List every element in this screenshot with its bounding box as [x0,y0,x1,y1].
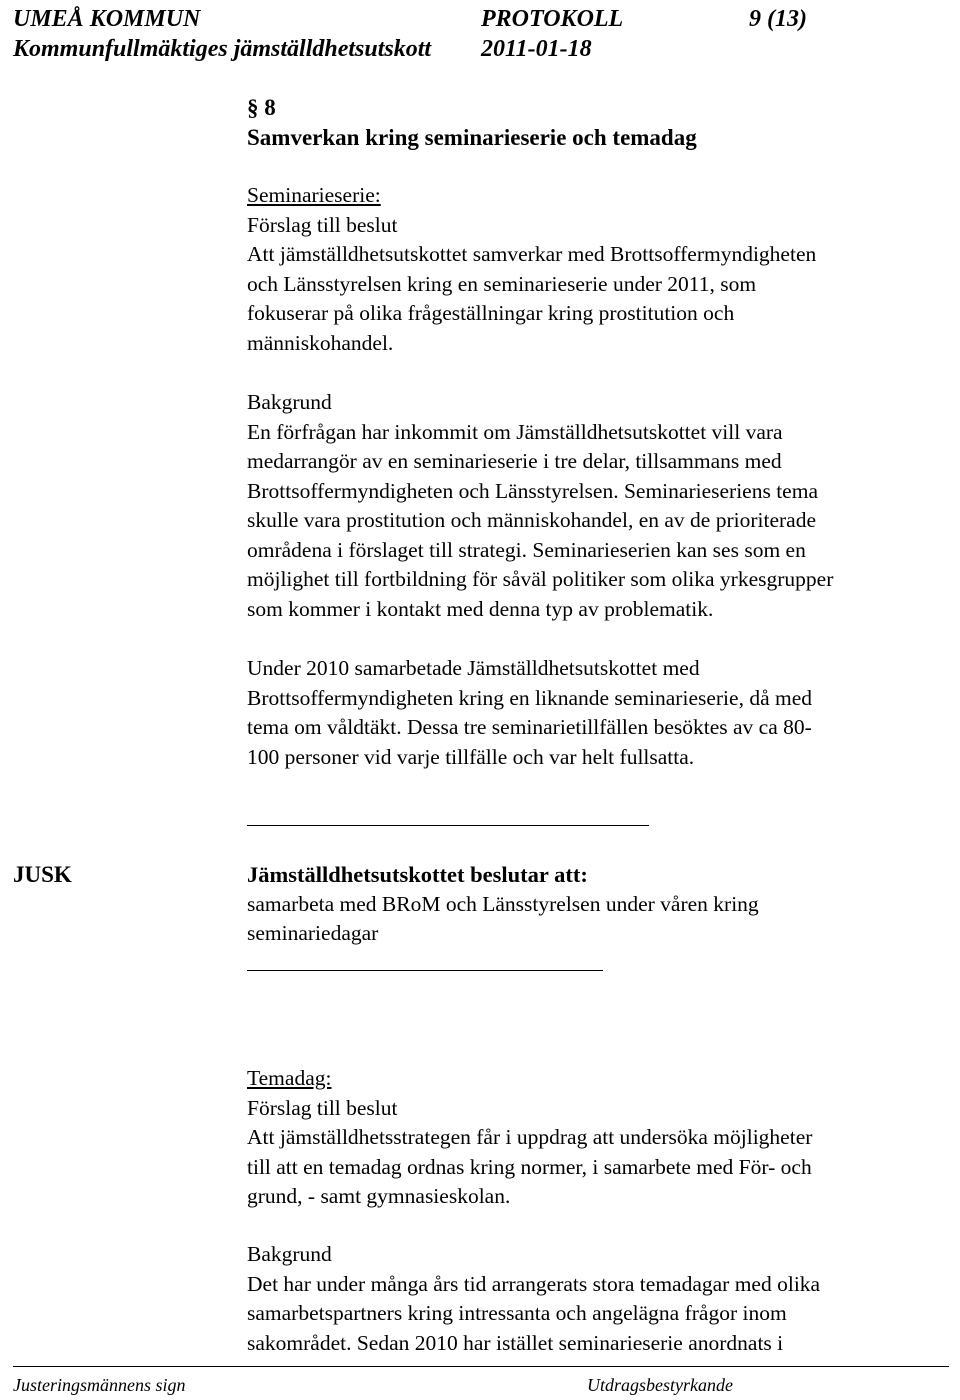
text-line: 100 personer vid varje tillfälle och var helt fullsatta. [247,744,695,769]
text-line: En förfrågan har inkommit om Jämställdhetsutskottet vill vara [247,419,783,444]
footer-extract-label: Utdragsbestyrkande [587,1375,733,1395]
text-line: möjlighet till fortbildning för såväl politiker som olika yrkesgrupper [247,567,834,591]
text-line: Att jämställdhetsstrategen får i uppdrag att undersöka möjligheter [247,1125,813,1149]
seminarieserie-background [247,388,833,624]
section-title: Samverkan kring seminarieserie och temadag [247,124,697,150]
text-line: Brottsoffermyndigheten och Länsstyrelsen. Seminarieseriens tema [247,478,818,503]
meeting-date: 2011-01-18 [481,36,592,62]
decision-label: JUSK [13,862,72,887]
text-line: skulle vara prostitution och människohandel, en av de prioriterade [247,508,816,532]
text-line: samarbetspartners kring intressanta och angelägna frågor inom [247,1301,787,1325]
footer-rule [13,1366,949,1367]
decision-line: samarbeta med BRoM och Länsstyrelsen under våren kring [247,891,759,916]
committee-name: Kommunfullmäktiges jämställdhetsutskott [13,36,432,62]
section-number: § 8 [247,95,276,120]
text-line: till att en temadag ordnas kring normer, i samarbete med För- och [247,1154,812,1179]
temadag-background [247,1240,820,1358]
text-line: människohandel. [247,330,394,355]
text-line: sakområdet. Sedan 2010 har istället seminarieserie anordnats i [247,1330,784,1355]
org-name: UMEÅ KOMMUN [13,6,201,32]
seminarieserie-history [247,654,812,772]
text-line: Att jämställdhetsutskottet samverkar med Brottsoffermyndigheten [247,242,817,266]
decision-line: seminariedagar [247,921,379,945]
text-line: tema om våldtäkt. Dessa tre seminarietillfällen besöktes av ca 80- [247,715,812,739]
doc-type: PROTOKOLL [481,6,624,32]
text-line: områdena i förslaget till strategi. Seminarieserien kan ses som en [247,537,806,562]
text-line: Det har under många års tid arrangerats stora temadagar med olika [247,1271,821,1296]
text-line: och Länsstyrelsen kring en seminarieserie under 2011, som [247,271,757,296]
text-line: Brottsoffermyndigheten kring en liknande seminarieserie, då med [247,685,813,710]
temadag-proposal [247,1064,812,1212]
proposal-heading: Förslag till beslut [247,1095,398,1120]
section-heading [247,93,697,152]
decision-block [247,860,759,949]
proposal-heading: Förslag till beslut [247,212,398,237]
footer-sign-label: Justeringsmännens sign [13,1375,186,1395]
text-line: medarrangör av en seminarieserie i tre delar, tillsammans med [247,449,782,473]
text-line: fokuserar på olika frågeställningar kring prostitution och [247,301,735,325]
temadag-heading: Temadag: [247,1066,332,1090]
text-line: som kommer i kontakt med denna typ av problematik. [247,596,714,621]
background-heading: Bakgrund [247,1242,332,1266]
separator-rule [247,825,649,826]
decision-heading: Jämställdhetsutskottet beslutar att: [247,862,588,887]
separator-rule [247,970,603,971]
seminarieserie-heading: Seminarieserie: [247,183,381,207]
seminarieserie-proposal [247,181,816,358]
page-number: 9 (13) [749,6,807,32]
text-line: grund, - samt gymnasieskolan. [247,1184,511,1208]
background-heading: Bakgrund [247,390,332,414]
text-line: Under 2010 samarbetade Jämställdhetsutskottet med [247,656,700,680]
